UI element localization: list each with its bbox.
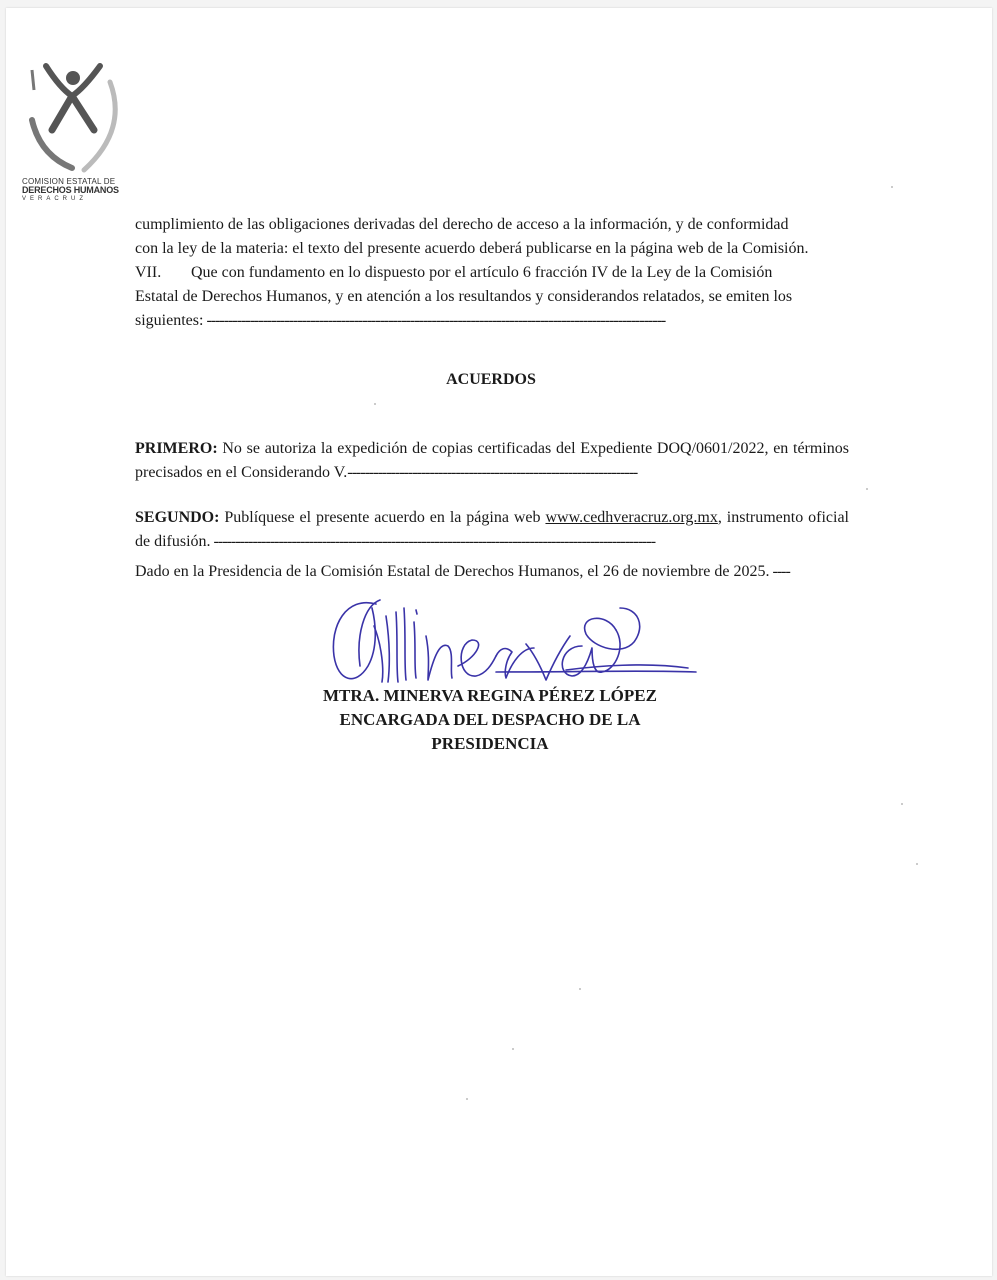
intro-paragraph [135, 213, 849, 333]
primero-text: No se autoriza la expedición de copias certificadas del Expediente DOQ/0601/2022, en términos precisados en el Considerando V. [135, 440, 849, 481]
intro-line-5-text: siguientes: [135, 312, 204, 329]
segundo-text-after: , instrumento oficial de difusión. [135, 509, 850, 550]
signer-title-2: PRESIDENCIA [431, 734, 549, 753]
segundo-dashes: ------------------------------------------------------------------------------------------------------ [210, 533, 656, 550]
dado-dashes: ---- [769, 563, 790, 580]
primero-label: PRIMERO: [135, 440, 218, 457]
dado-paragraph [135, 560, 849, 584]
intro-line-2: con la ley de la materia: el texto del presente acuerdo deberá publicarse en la página web de la Comisión. [135, 240, 809, 257]
intro-line-3 [135, 261, 849, 285]
primero-dashes: ------------------------------------------------------------------- [347, 464, 638, 481]
logo-wordmark [22, 178, 119, 202]
scan-speck [466, 1098, 468, 1100]
signer-title: ENCARGADA DEL DESPACHO DE LA [339, 710, 641, 729]
scan-speck [374, 403, 376, 405]
scan-speck [901, 803, 903, 805]
primero-paragraph [135, 437, 849, 485]
signer-block [260, 684, 720, 756]
intro-line-3-text: Que con fundamento en lo dispuesto por el artículo 6 fracción IV de la Ley de la Comisión [191, 264, 773, 281]
logo-line-2: DERECHOS HUMANOS [22, 185, 119, 196]
handwritten-signature [316, 586, 706, 691]
intro-dashes: ---------------------------------------------------------------------------------------------------------- [203, 312, 666, 329]
logo-line-3: VERACRUZ [22, 195, 88, 202]
segundo-paragraph [135, 506, 849, 554]
logo-line-1: COMISION ESTATAL DE [22, 177, 116, 186]
roman-numeral: VII. [135, 264, 162, 281]
scan-speck [512, 1048, 514, 1050]
dado-text: Dado en la Presidencia de la Comisión Estatal de Derechos Humanos, el 26 de noviembre de 2025. [135, 563, 770, 580]
segundo-text-before: Publíquese el presente acuerdo en la página web [219, 509, 546, 526]
document-page [6, 8, 992, 1276]
scan-speck [891, 186, 893, 188]
scan-speck [916, 863, 918, 865]
acuerdos-heading: ACUERDOS [446, 371, 536, 388]
segundo-label: SEGUNDO: [135, 509, 220, 526]
scan-speck [866, 488, 868, 490]
signer-name: MTRA. MINERVA REGINA PÉREZ LÓPEZ [323, 686, 657, 705]
intro-line-1: cumplimiento de las obligaciones derivadas del derecho de acceso a la información, y de conformidad [135, 216, 789, 233]
intro-line-4: Estatal de Derechos Humanos, y en atención a los resultandos y considerandos relatados, se emiten los [135, 288, 793, 305]
scan-speck [579, 988, 581, 990]
website-link[interactable]: www.cedhveracruz.org.mx [545, 509, 718, 526]
intro-line-5 [135, 309, 849, 333]
